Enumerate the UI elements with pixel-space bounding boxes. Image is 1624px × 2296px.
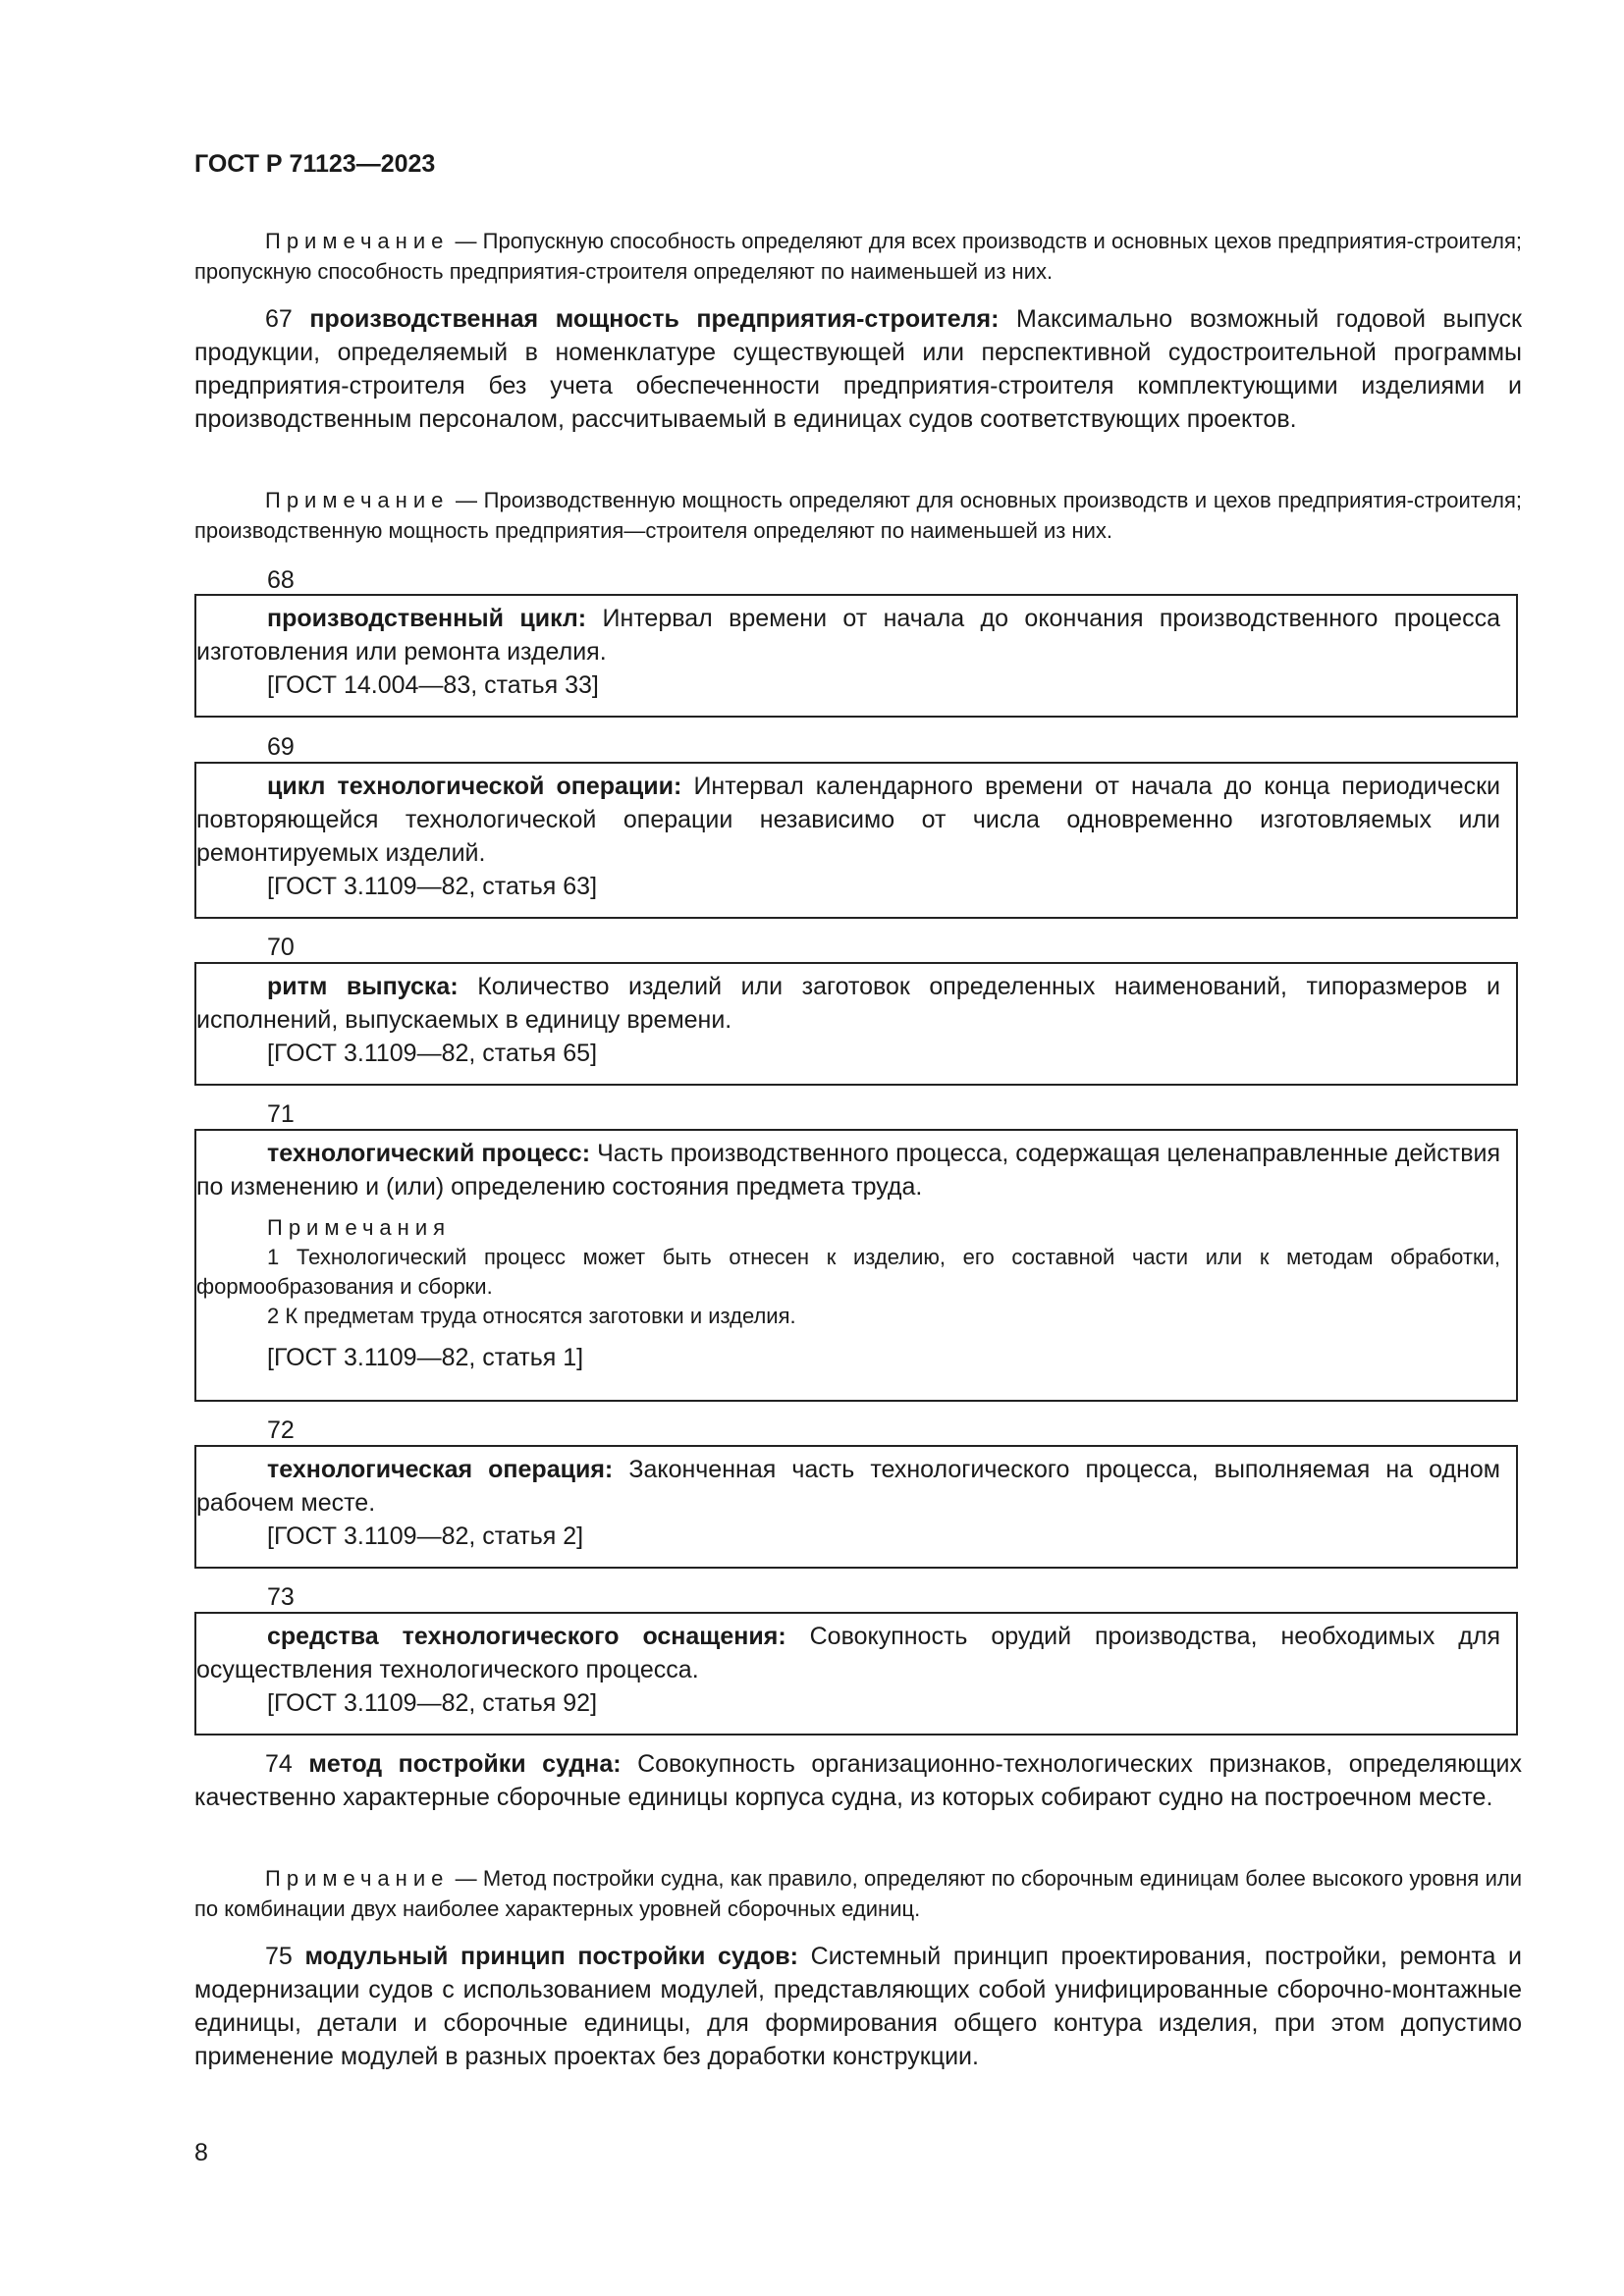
- term-title: технологическая операция:: [267, 1456, 614, 1483]
- term-text: [196, 1137, 1500, 1203]
- page-number: 8: [194, 2139, 208, 2166]
- term-box-70: [194, 962, 1518, 1086]
- note-text: Производственную мощность определяют для основных производств и цехов предприятия-строителя; производственную мощность предприятия—строителя определяют по наименьшей из них.: [194, 488, 1523, 543]
- note-dash: —: [449, 229, 483, 253]
- term-box-68: [194, 594, 1518, 718]
- note-text: Метод постройки судна, как правило, определяют по сборочным единицам более высокого уровня или по комбинации двух наиболее характерных уровней сборочных единиц.: [194, 1866, 1523, 1921]
- note-67: [194, 485, 1522, 546]
- term-75: [194, 1940, 1522, 2073]
- term-definition: Интервал календарного времени от начала до конца периодически повторяющейся технологической операции независимо от числа одновременно изготовляемых или ремонтируемых изделий.: [196, 773, 1500, 867]
- term-title: метод постройки судна:: [308, 1750, 622, 1778]
- term-title: цикл технологической операции:: [267, 773, 682, 800]
- term-title: ритм выпуска:: [267, 973, 459, 1000]
- term-definition: Количество изделий или заготовок определенных наименований, типоразмеров и исполнений, выпускаемых в единицу времени.: [196, 973, 1501, 1034]
- term-definition: Совокупность организационно-технологических признаков, определяющих качественно характерные сборочные единицы корпуса судна, из которых собирают судно на построечном месте.: [194, 1750, 1522, 1811]
- note-label: Примечание: [265, 488, 450, 512]
- term-title: модульный принцип постройки судов:: [304, 1943, 798, 1970]
- term-number: 67: [265, 305, 293, 333]
- term-number-73: 73: [267, 1583, 295, 1611]
- note-text: Пропускную способность определяют для всех производств и основных цехов предприятия-строителя; пропускную способность предприятия-строителя определяют по наименьшей из них.: [194, 229, 1523, 284]
- note-74: [194, 1863, 1522, 1924]
- term-title: производственная мощность предприятия-строителя:: [309, 305, 1000, 333]
- term-reference: [ГОСТ 3.1109—82, статья 63]: [267, 873, 598, 900]
- term-number-69: 69: [267, 733, 295, 761]
- term-definition: Законченная часть технологического процесса, выполняемая на одном рабочем месте.: [196, 1456, 1500, 1517]
- term-reference: [ГОСТ 3.1109—82, статья 65]: [267, 1040, 598, 1067]
- note-label: Примечание: [265, 229, 450, 253]
- standard-header: ГОСТ Р 71123—2023: [194, 150, 436, 178]
- term-text: [196, 602, 1500, 668]
- term-text: [196, 1453, 1500, 1520]
- term-definition: Часть производственного процесса, содержащая целенаправленные действия по изменению и (или) определению состояния предмета труда.: [196, 1140, 1501, 1201]
- term-text: [196, 1620, 1500, 1686]
- term-reference: [ГОСТ 3.1109—82, статья 92]: [267, 1689, 598, 1717]
- note-2: 2 К предметам труда относятся заготовки и изделия.: [267, 1304, 796, 1328]
- term-reference: [ГОСТ 14.004—83, статья 33]: [267, 671, 599, 699]
- note-dash: —: [449, 488, 484, 512]
- term-definition: Максимально возможный годовой выпуск продукции, определяемый в номенклатуре существующей или перспективной судостроительной программы предприятия-строителя без учета обеспеченности предприятия-строителя комплектующими изделиями и производственным персоналом, рассчитываемый в единицах судов соответствующих проектов.: [194, 305, 1522, 433]
- note-label: Примечание: [265, 1866, 450, 1891]
- term-title: технологический процесс:: [267, 1140, 591, 1167]
- note-66: [194, 226, 1522, 287]
- term-67: [194, 302, 1522, 436]
- term-text: [196, 770, 1500, 870]
- term-title: средства технологического оснащения:: [267, 1623, 786, 1650]
- notes-label-text: Примечания: [267, 1215, 452, 1240]
- term-box-71: [194, 1129, 1518, 1402]
- term-number: 74: [265, 1750, 293, 1778]
- term-number-71: 71: [267, 1100, 295, 1128]
- term-reference: [ГОСТ 3.1109—82, статья 2]: [267, 1522, 584, 1550]
- term-box-69: [194, 762, 1518, 919]
- notes-label: [196, 1213, 1500, 1243]
- term-definition: Совокупность орудий производства, необходимых для осуществления технологического процесса.: [196, 1623, 1500, 1683]
- term-definition: Интервал времени от начала до окончания производственного процесса изготовления или ремонта изделия.: [196, 605, 1500, 666]
- term-definition: Системный принцип проектирования, постройки, ремонта и модернизации судов с использованием модулей, представляющих собой унифицированные сборочно-монтажные единицы, детали и сборочные единицы, для формирования общего контура изделия, при этом допустимо применение модулей в разных проектах без доработки конструкции.: [194, 1943, 1523, 2070]
- spacer: [196, 1331, 1500, 1341]
- term-number-72: 72: [267, 1416, 295, 1444]
- note-dash: —: [449, 1866, 483, 1891]
- note-1: 1 Технологический процесс может быть отнесен к изделию, его составной части или к методам обработки, формообразования и сборки.: [196, 1245, 1500, 1299]
- term-number-68: 68: [267, 566, 295, 594]
- term-title: производственный цикл:: [267, 605, 587, 632]
- term-reference: [ГОСТ 3.1109—82, статья 1]: [267, 1344, 584, 1371]
- term-74: [194, 1747, 1522, 1814]
- term-text: [196, 970, 1500, 1037]
- term-box-72: [194, 1445, 1518, 1569]
- term-box-73: [194, 1612, 1518, 1735]
- term-number: 75: [265, 1943, 293, 1970]
- term-number-70: 70: [267, 934, 295, 961]
